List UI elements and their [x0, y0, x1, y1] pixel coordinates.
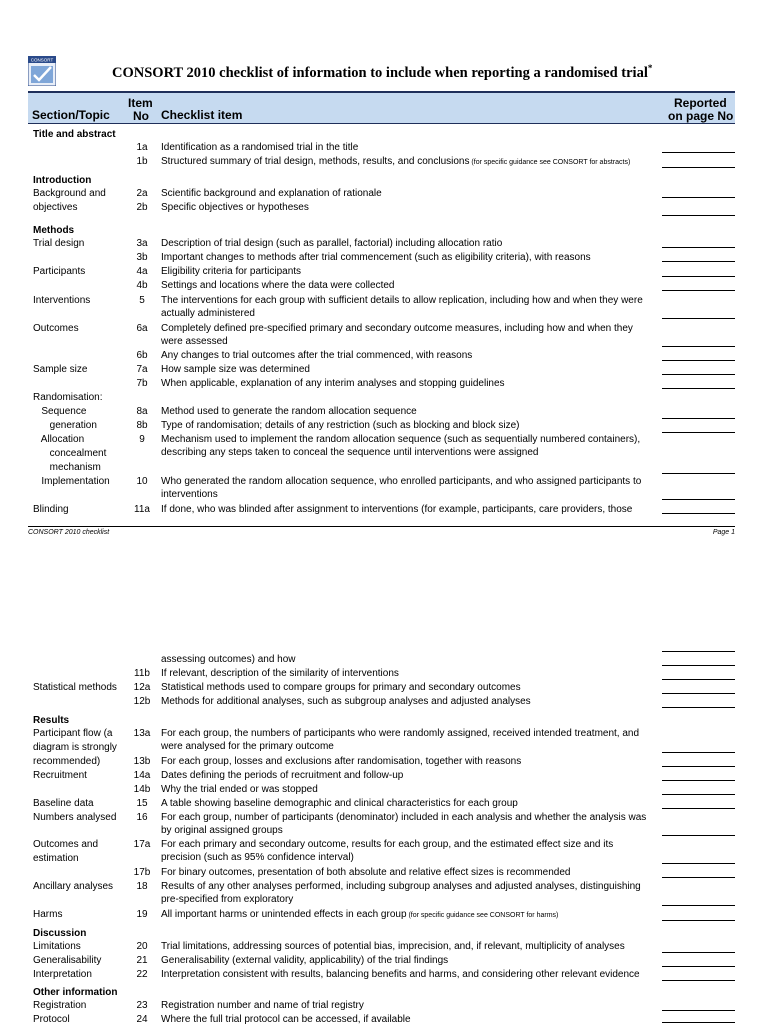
checklist-item-text [161, 954, 651, 967]
checklist-item-text [161, 363, 651, 376]
section-topic: Sequence [33, 406, 87, 417]
page-number-field[interactable] [662, 432, 735, 433]
item-number: 2b [136, 202, 148, 213]
page-number-field[interactable] [662, 905, 735, 906]
page-number-field[interactable] [662, 966, 735, 967]
section-topic: Harms [33, 909, 63, 920]
section-topic: Ancillary analyses [33, 881, 114, 892]
section-topic: Registration [33, 1000, 87, 1011]
checklist-item-text [161, 294, 651, 320]
item-description: Important changes to methods after trial commencement (such as eligibility criteria), with reasons [161, 252, 591, 263]
section-topic: generation [33, 420, 97, 431]
section-topic: Baseline data [33, 798, 94, 809]
checklist-item-text [161, 727, 651, 753]
item-number: 11a [134, 504, 150, 515]
item-description: Interpretation consistent with results, balancing benefits and harms, and considering other relevant evidence [161, 969, 640, 980]
section-topic: Numbers analysed [33, 812, 117, 823]
item-number: 13b [133, 756, 151, 767]
item-number: 12b [133, 696, 151, 707]
header-reported-1: Reported [674, 96, 727, 110]
section-topic: Interpretation [33, 969, 92, 980]
checklist-item-text [161, 908, 651, 922]
item-description: All important harms or unintended effects in each group [161, 909, 407, 920]
page-number-field[interactable] [662, 473, 735, 474]
page-number-field[interactable] [662, 513, 735, 514]
section-topic: Outcomes and [33, 839, 99, 850]
item-description: Results of any other analyses performed, including subgroup analyses and adjusted analyses, distinguishing pre-specified from exploratory [161, 881, 641, 905]
page-number-field[interactable] [662, 980, 735, 981]
section-heading: Other information [33, 987, 118, 998]
section-topic: Interventions [33, 295, 91, 306]
item-number: 12a [133, 682, 151, 693]
page-number-field[interactable] [662, 388, 735, 389]
checklist-item-text [161, 681, 651, 694]
item-description: Identification as a randomised trial in the title [161, 142, 359, 153]
item-number: 19 [136, 909, 148, 920]
item-number: 4a [136, 266, 148, 277]
section-topic: Allocation [33, 434, 85, 445]
item-number: 21 [136, 955, 148, 966]
section-topic: estimation [33, 853, 79, 864]
section-topic: recommended) [33, 756, 101, 767]
item-number: 17a [133, 839, 151, 850]
checklist-item-text [161, 322, 651, 348]
page-number-field[interactable] [662, 863, 735, 864]
footer-page: Page 1 [712, 529, 735, 536]
item-number: 4b [136, 280, 148, 291]
item-number: 1b [136, 156, 148, 167]
page-number-field[interactable] [662, 877, 735, 878]
item-number: 14a [133, 770, 151, 781]
checklist-item-text [161, 503, 651, 516]
section-topic: Participant flow (a [33, 728, 113, 739]
item-number: 18 [136, 881, 148, 892]
item-description: Scientific background and explanation of rationale [161, 188, 382, 199]
checklist-item-text [161, 838, 651, 864]
page-number-field[interactable] [662, 261, 735, 262]
checklist-item-text [161, 201, 651, 214]
section-heading: Title and abstract [33, 129, 116, 140]
item-description: Generalisability (external validity, applicability) of the trial findings [161, 955, 449, 966]
section-topic: Protocol [33, 1014, 70, 1025]
checklist-item-text [161, 653, 651, 666]
section-topic: mechanism [33, 462, 101, 473]
item-description: Methods for additional analyses, such as subgroup analyses and adjusted analyses [161, 696, 531, 707]
item-number: 23 [136, 1000, 148, 1011]
item-number: 5 [139, 295, 145, 306]
page-number-field[interactable] [662, 766, 735, 767]
table-header [28, 91, 735, 124]
item-description: For each group, the numbers of participants who were randomly assigned, received intended treatment, and were analysed for the primary outcome [161, 728, 640, 752]
item-description: Type of randomisation; details of any restriction (such as blocking and block size) [161, 420, 520, 431]
section-topic: Sample size [33, 364, 88, 375]
item-number: 6b [136, 350, 148, 361]
item-description: If relevant, description of the similarity of interventions [161, 668, 399, 679]
item-description: Mechanism used to implement the random allocation sequence (such as sequentially numbered containers), describing any steps taken to conceal the sequence until interventions were assigned [161, 434, 641, 458]
page-number-field[interactable] [662, 215, 735, 216]
item-number: 7a [136, 364, 148, 375]
item-description: For each group, losses and exclusions after randomisation, together with reasons [161, 756, 522, 767]
item-description: For each primary and secondary outcome, results for each group, and the estimated effect size and its precision (such as 95% confidence interval) [161, 839, 614, 863]
page-number-field[interactable] [662, 374, 735, 375]
checklist-item-text [161, 237, 651, 250]
section-heading: Results [33, 715, 70, 726]
checklist-item-text [161, 811, 651, 837]
checklist-item-text [161, 187, 651, 200]
item-description: Specific objectives or hypotheses [161, 202, 309, 213]
item-number: 15 [136, 798, 148, 809]
section-topic: Generalisability [33, 955, 102, 966]
footer-label: CONSORT 2010 checklist [28, 529, 110, 536]
item-description: A table showing baseline demographic and clinical characteristics for each group [161, 798, 518, 809]
item-number: 24 [136, 1014, 148, 1025]
guidance-note: (for specific guidance see CONSORT for harms) [406, 912, 559, 919]
item-number: 22 [136, 969, 148, 980]
item-description: Where the full trial protocol can be accessed, if available [161, 1014, 411, 1025]
item-description: Structured summary of trial design, methods, results, and conclusions [161, 156, 470, 167]
section-topic: Statistical methods [33, 682, 117, 693]
section-topic: concealment [33, 448, 107, 459]
page-number-field[interactable] [662, 318, 735, 319]
header-checklist: Checklist item [161, 108, 243, 122]
item-number: 2a [136, 188, 148, 199]
item-number: 11b [134, 668, 150, 679]
page-number-field[interactable] [662, 952, 735, 953]
page-number-field[interactable] [662, 693, 735, 694]
checklist-item-text [161, 141, 651, 154]
section-topic: Background and [33, 188, 106, 199]
item-description: Eligibility criteria for participants [161, 266, 302, 277]
item-number: 6a [136, 323, 148, 334]
page-number-field[interactable] [662, 651, 735, 652]
section-topic: Limitations [33, 941, 81, 952]
section-topic: Outcomes [33, 323, 79, 334]
page-number-field[interactable] [662, 707, 735, 708]
checklist-item-text [161, 405, 651, 418]
checklist-item-text [161, 769, 651, 782]
guidance-note: (for specific guidance see CONSORT for abstracts) [469, 159, 631, 166]
checklist-item-text [161, 419, 651, 432]
checklist-item-text [161, 940, 651, 953]
item-description: Completely defined pre-specified primary and secondary outcome measures, including how and when they were assessed [161, 323, 633, 347]
item-description: Description of trial design (such as parallel, factorial) including allocation ratio [161, 238, 503, 249]
item-number: 16 [136, 812, 148, 823]
checklist-item-text [161, 797, 651, 810]
page-number-field[interactable] [662, 418, 735, 419]
item-description: If done, who was blinded after assignment to interventions (for example, participants, care providers, those [161, 504, 633, 515]
checklist-item-text [161, 783, 651, 796]
section-topic: Blinding [33, 504, 69, 515]
item-description: Statistical methods used to compare groups for primary and secondary outcomes [161, 682, 521, 693]
section-topic: Implementation [33, 476, 110, 487]
checklist-item-text [161, 999, 651, 1012]
checklist-item-text [161, 279, 651, 292]
svg-text:CONSORT: CONSORT [30, 57, 54, 63]
checklist-item-text [161, 695, 651, 708]
page-number-field[interactable] [662, 679, 735, 680]
section-heading: Discussion [33, 928, 87, 939]
checklist-item-text [161, 1013, 651, 1026]
page-number-field[interactable] [662, 794, 735, 795]
section-heading: Introduction [33, 175, 92, 186]
page-number-field[interactable] [662, 1010, 735, 1011]
header-item-1: Item [128, 96, 153, 110]
item-number: 14b [133, 784, 151, 795]
page-number-field[interactable] [662, 499, 735, 500]
page-number-field[interactable] [662, 346, 735, 347]
section-topic: Randomisation: [33, 392, 103, 403]
item-description: Why the trial ended or was stopped [161, 784, 318, 795]
item-description: Dates defining the periods of recruitment and follow-up [161, 770, 404, 781]
item-description: The interventions for each group with sufficient details to allow replication, including how and when they were actually administered [161, 295, 643, 319]
checklist-item-text [161, 880, 651, 906]
checklist-item-text [161, 475, 651, 501]
page-number-field[interactable] [662, 290, 735, 291]
page-number-field[interactable] [662, 780, 735, 781]
checklist-item-text [161, 155, 651, 169]
page-number-field[interactable] [662, 1022, 735, 1023]
item-description: How sample size was determined [161, 364, 310, 375]
checklist-item-text [161, 377, 651, 390]
item-description: Trial limitations, addressing sources of potential bias, imprecision, and, if relevant, multiplicity of analyses [161, 941, 625, 952]
page-number-field[interactable] [662, 167, 735, 168]
item-number: 3a [136, 238, 148, 249]
item-number: 3b [136, 252, 148, 263]
section-topic: diagram is strongly [33, 742, 117, 753]
checklist-item-text [161, 265, 651, 278]
item-number: 17b [133, 867, 151, 878]
item-number: 9 [139, 434, 145, 445]
page-footer [28, 526, 735, 536]
header-section: Section/Topic [32, 108, 110, 122]
item-number: 7b [136, 378, 148, 389]
checklist-item-text [161, 251, 651, 264]
header-item-2: No [133, 109, 149, 123]
page-number-field[interactable] [662, 920, 735, 921]
section-topic: Participants [33, 266, 86, 277]
section-topic: Trial design [33, 238, 85, 249]
item-description: For each group, number of participants (denominator) included in each analysis and whether the analysis was by original assigned groups [161, 812, 647, 836]
page-number-field[interactable] [662, 360, 735, 361]
item-number: 10 [136, 476, 148, 487]
checklist-item-text [161, 968, 651, 981]
item-description: assessing outcomes) and how [161, 654, 296, 665]
checklist-item-text [161, 866, 651, 879]
page-number-field[interactable] [662, 665, 735, 666]
section-topic: Recruitment [33, 770, 87, 781]
item-number: 8b [136, 420, 148, 431]
checklist-item-text [161, 755, 651, 768]
section-heading: Methods [33, 225, 75, 236]
header-reported-2: on page No [668, 109, 734, 123]
page-title: CONSORT 2010 checklist of information to include when reporting a randomised trial* [112, 63, 653, 81]
checklist-item-text [161, 667, 651, 680]
page-number-field[interactable] [662, 835, 735, 836]
item-description: Any changes to trial outcomes after the trial commenced, with reasons [161, 350, 473, 361]
item-description: Registration number and name of trial registry [161, 1000, 364, 1011]
item-description: Method used to generate the random allocation sequence [161, 406, 417, 417]
page-number-field[interactable] [662, 152, 735, 153]
checklist-item-text [161, 433, 651, 459]
page-number-field[interactable] [662, 247, 735, 248]
item-number: 13a [133, 728, 151, 739]
item-description: For binary outcomes, presentation of both absolute and relative effect sizes is recommended [161, 867, 571, 878]
consort-logo [28, 56, 56, 86]
page-number-field[interactable] [662, 808, 735, 809]
item-number: 1a [136, 142, 148, 153]
item-number: 20 [136, 941, 148, 952]
item-number: 8a [136, 406, 148, 417]
checklist-item-text [161, 349, 651, 362]
item-description: Who generated the random allocation sequence, who enrolled participants, and who assigned participants to interventions [161, 476, 642, 500]
page-number-field[interactable] [662, 276, 735, 277]
item-description: Settings and locations where the data were collected [161, 280, 395, 291]
page-number-field[interactable] [662, 752, 735, 753]
section-topic: objectives [33, 202, 78, 213]
page-number-field[interactable] [662, 197, 735, 198]
item-description: When applicable, explanation of any interim analyses and stopping guidelines [161, 378, 505, 389]
